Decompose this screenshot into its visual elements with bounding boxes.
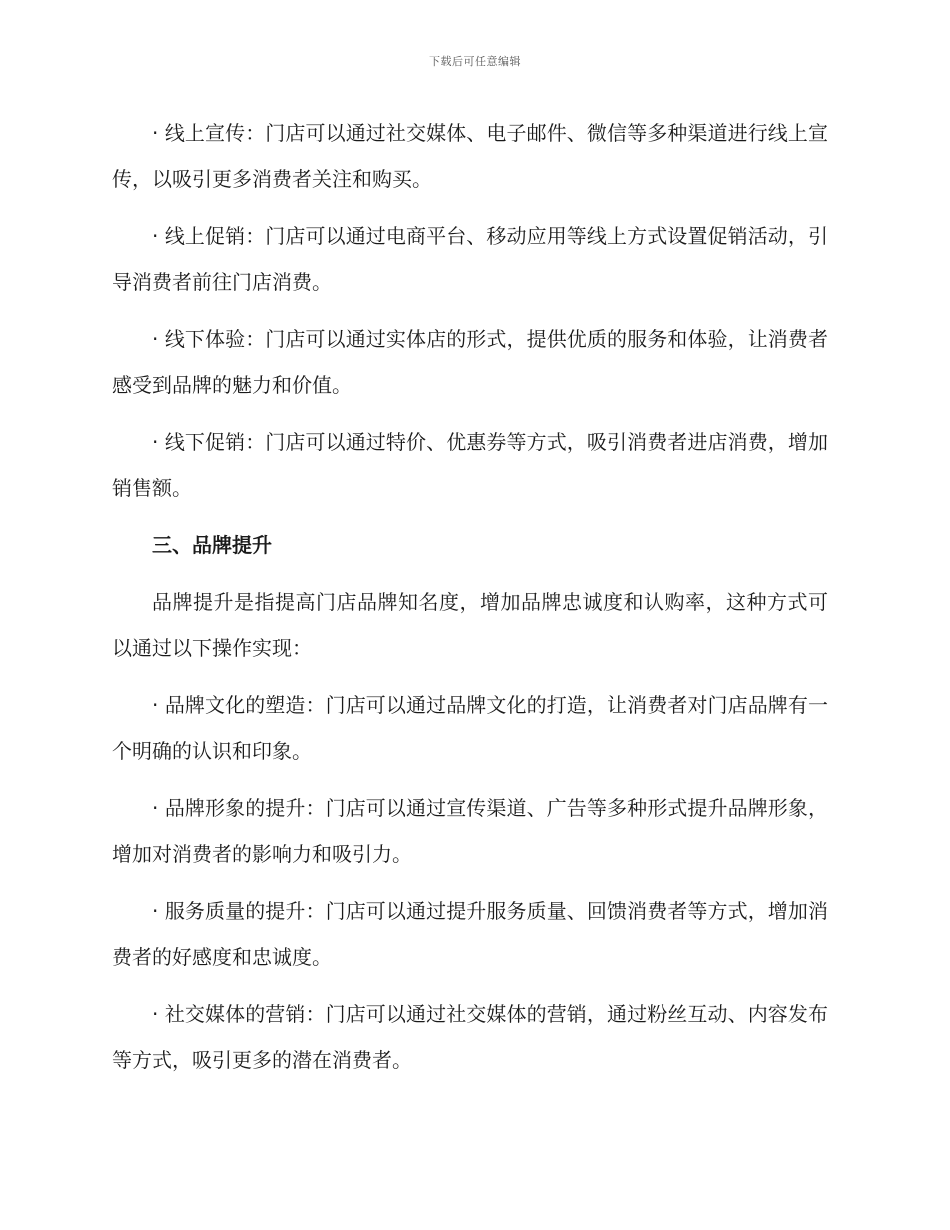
- document-body: [112, 110, 828, 1094]
- paragraph-brand-intro: 品牌提升是指提高门店品牌知名度，增加品牌忠诚度和认购率，这种方式可以通过以下操作实现：: [112, 590, 828, 660]
- page-header: 下载后可任意编辑: [429, 55, 521, 68]
- paragraph-offline-experience: · 线下体验：门店可以通过实体店的形式，提供优质的服务和体验，让消费者感受到品牌的魅力和价值。: [112, 327, 828, 397]
- paragraph-offline-sales: · 线下促销：门店可以通过特价、优惠券等方式，吸引消费者进店消费，增加销售额。: [112, 430, 828, 500]
- paragraph-brand-culture: · 品牌文化的塑造：门店可以通过品牌文化的打造，让消费者对门店品牌有一个明确的认识和印象。: [112, 693, 828, 763]
- paragraph-brand-image: · 品牌形象的提升：门店可以通过宣传渠道、广告等多种形式提升品牌形象，增加对消费者的影响力和吸引力。: [112, 796, 828, 866]
- section-heading-brand-upgrade: 三、品牌提升: [152, 533, 272, 557]
- paragraph-online-sales: · 线上促销：门店可以通过电商平台、移动应用等线上方式设置促销活动，引导消费者前往门店消费。: [112, 224, 828, 294]
- paragraph-online-promotion: · 线上宣传：门店可以通过社交媒体、电子邮件、微信等多种渠道进行线上宣传，以吸引更多消费者关注和购买。: [112, 121, 828, 191]
- paragraph-social-media: · 社交媒体的营销：门店可以通过社交媒体的营销，通过粉丝互动、内容发布等方式，吸引更多的潜在消费者。: [112, 1002, 828, 1072]
- paragraph-service-quality: · 服务质量的提升：门店可以通过提升服务质量、回馈消费者等方式，增加消费者的好感度和忠诚度。: [112, 899, 828, 969]
